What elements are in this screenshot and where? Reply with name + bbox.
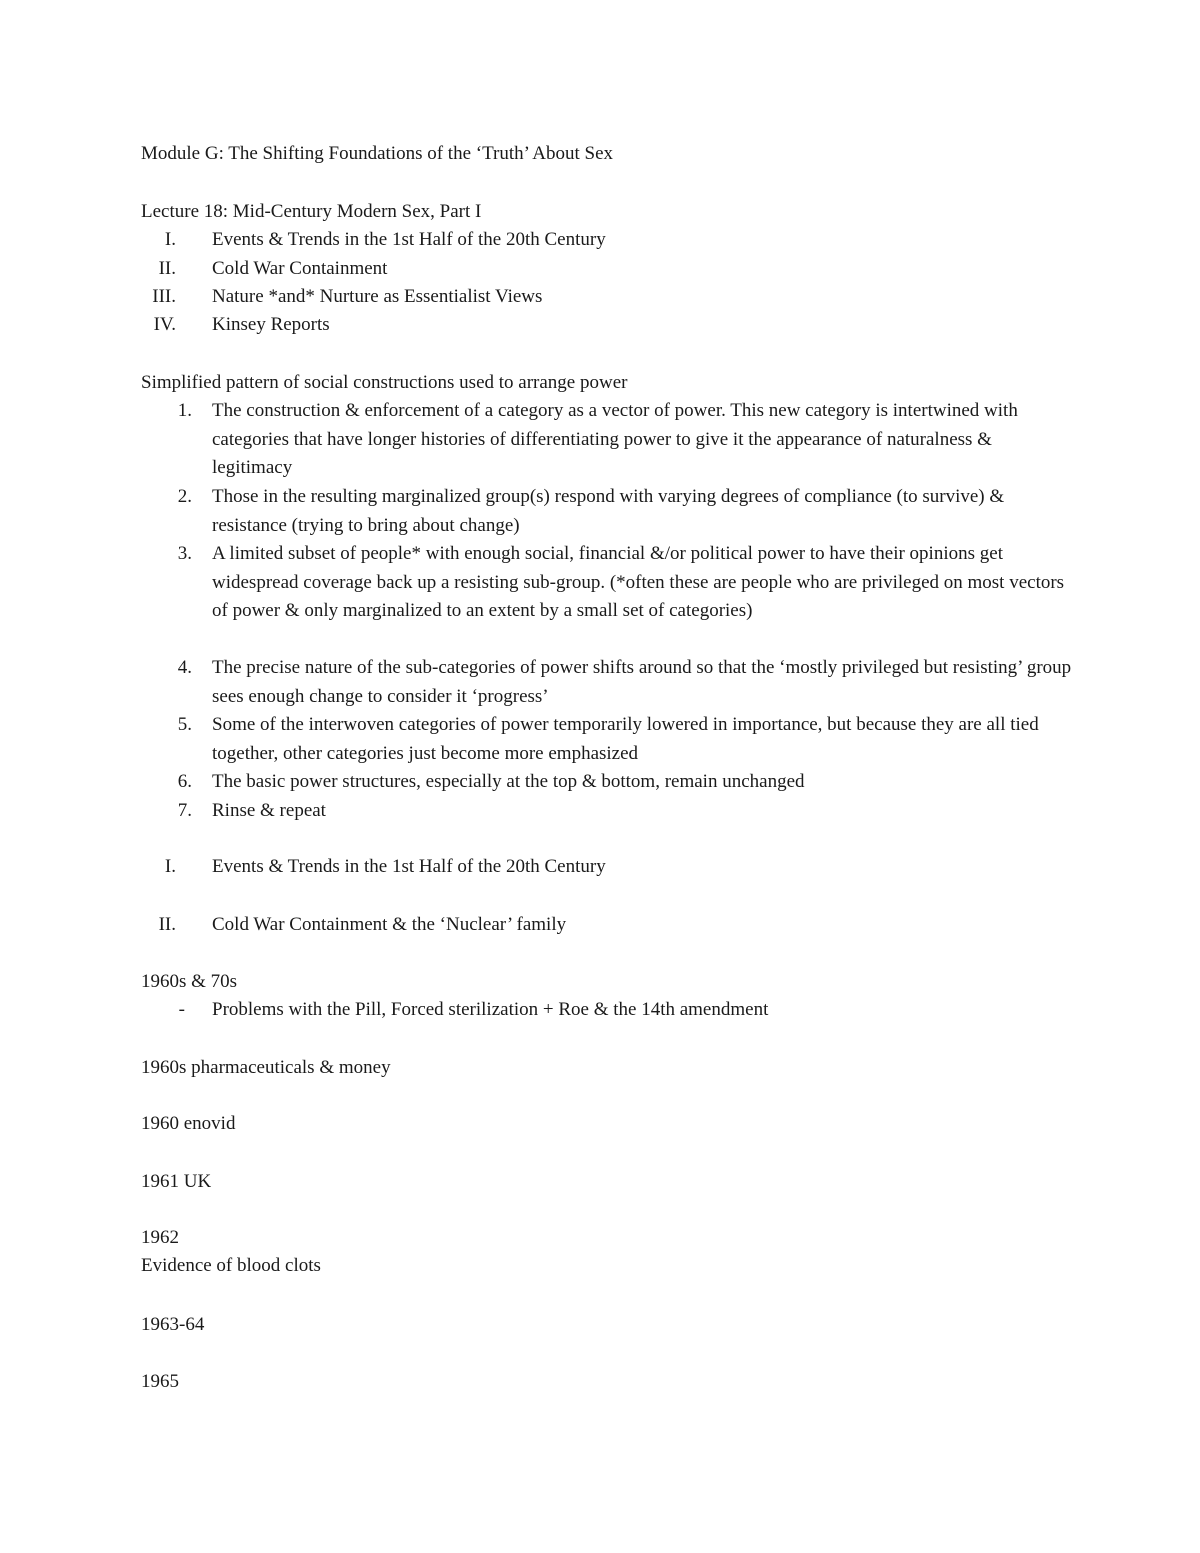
bullet-item: Problems with the Pill, Forced sterilization + Roe & the 14th amendment (212, 999, 769, 1020)
list-number: 4. (177, 657, 192, 678)
outline-marker: II. (158, 258, 176, 279)
section-marker: I. (164, 856, 176, 877)
timeline-1962: 1962 (141, 1227, 179, 1248)
section-heading: Events & Trends in the 1st Half of the 20th Century (212, 856, 606, 877)
timeline-enovid: 1960 enovid (141, 1113, 236, 1134)
outline-item: Kinsey Reports (212, 314, 330, 335)
list-number: 7. (177, 800, 192, 821)
pattern-heading: Simplified pattern of social constructions used to arrange power (141, 372, 628, 393)
list-item: A limited subset of people* with enough social, financial &/or political power to have their opinions get widespread coverage back up a resisting sub-group. (*often these are people who are privileged on most vectors of power & only marginalized to an extent by a small set of categories) (212, 543, 1065, 622)
list-item: The construction & enforcement of a category as a vector of power. This new category is intertwined with categories that have longer histories of differentiating power to give it the appearance of naturalness & legitimacy (212, 400, 1018, 479)
list-number: 6. (177, 771, 192, 792)
outline-marker: III. (152, 286, 176, 307)
outline-item: Events & Trends in the 1st Half of the 20th Century (212, 229, 606, 250)
list-item: Some of the interwoven categories of power temporarily lowered in importance, but because they are all tied together, other categories just become more emphasized (212, 714, 1039, 764)
timeline-blood-clots: Evidence of blood clots (141, 1255, 321, 1276)
section-marker: II. (158, 914, 176, 935)
list-number: 1. (177, 400, 192, 421)
outline-item: Cold War Containment (212, 258, 388, 279)
timeline-uk: 1961 UK (141, 1171, 212, 1192)
bullet-marker: - (178, 999, 185, 1020)
list-number: 5. (177, 714, 192, 735)
timeline-1965: 1965 (141, 1371, 179, 1392)
list-number: 2. (177, 486, 192, 507)
timeline-pharma: 1960s pharmaceuticals & money (141, 1057, 391, 1078)
section-heading: Cold War Containment & the ‘Nuclear’ family (212, 914, 567, 935)
list-item: The precise nature of the sub-categories of power shifts around so that the ‘mostly privileged but resisting’ group sees enough change to consider it ‘progress’ (212, 657, 1072, 707)
outline-item: Nature *and* Nurture as Essentialist Views (212, 286, 543, 307)
lecture-title: Lecture 18: Mid-Century Modern Sex, Part I (141, 201, 482, 222)
outline-marker: I. (164, 229, 176, 250)
list-item: Rinse & repeat (212, 800, 326, 821)
list-item: Those in the resulting marginalized group(s) respond with varying degrees of compliance (to survive) & resistance (trying to bring about change) (212, 486, 1005, 536)
list-item: The basic power structures, especially at the top & bottom, remain unchanged (212, 771, 805, 792)
timeline-1963-64: 1963-64 (141, 1314, 205, 1335)
sixties-heading: 1960s & 70s (141, 971, 238, 992)
list-number: 3. (177, 543, 192, 564)
module-title: Module G: The Shifting Foundations of the ‘Truth’ About Sex (141, 143, 614, 164)
outline-marker: IV. (153, 314, 176, 335)
